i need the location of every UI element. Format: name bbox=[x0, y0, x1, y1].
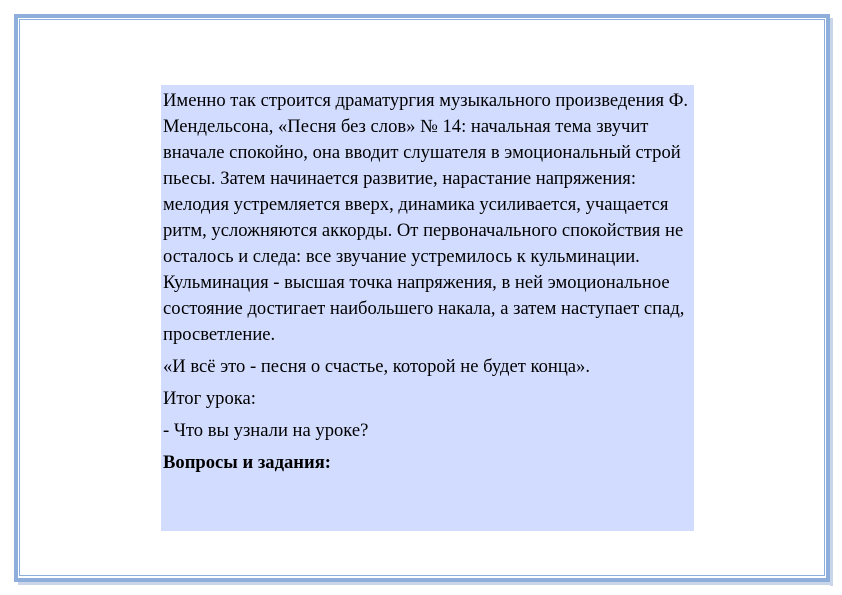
slide-text-box bbox=[161, 85, 694, 531]
quote-paragraph: «И всё это - песня о счастье, которой не будет конца». bbox=[163, 356, 590, 377]
questions-and-tasks-heading: Вопросы и задания: bbox=[163, 452, 331, 473]
main-paragraph: Именно так строится драматургия музыкального произведения Ф. Мендельсона, «Песня без слов» № 14: начальная тема звучит вначале спокойно, она вводит слушателя в эмоциональный строй пьесы. Затем начинается развитие, нарастание напряжения: мелодия устремляется вверх, динамика усиливается, учащается ритм, усложняются аккорды. От первоначального спокойствия не осталось и следа: все звучание устремилось к кульминации. Кульминация - высшая точка напряжения, в ней эмоциональное состояние достигает наибольшего накала, а затем наступает спад, просветление. bbox=[163, 90, 689, 345]
lesson-question: - Что вы узнали на уроке? bbox=[163, 420, 369, 441]
lesson-summary-heading: Итог урока: bbox=[163, 388, 256, 409]
slide-shadow-bottom bbox=[18, 582, 833, 585]
slide-shadow-right bbox=[830, 18, 833, 586]
